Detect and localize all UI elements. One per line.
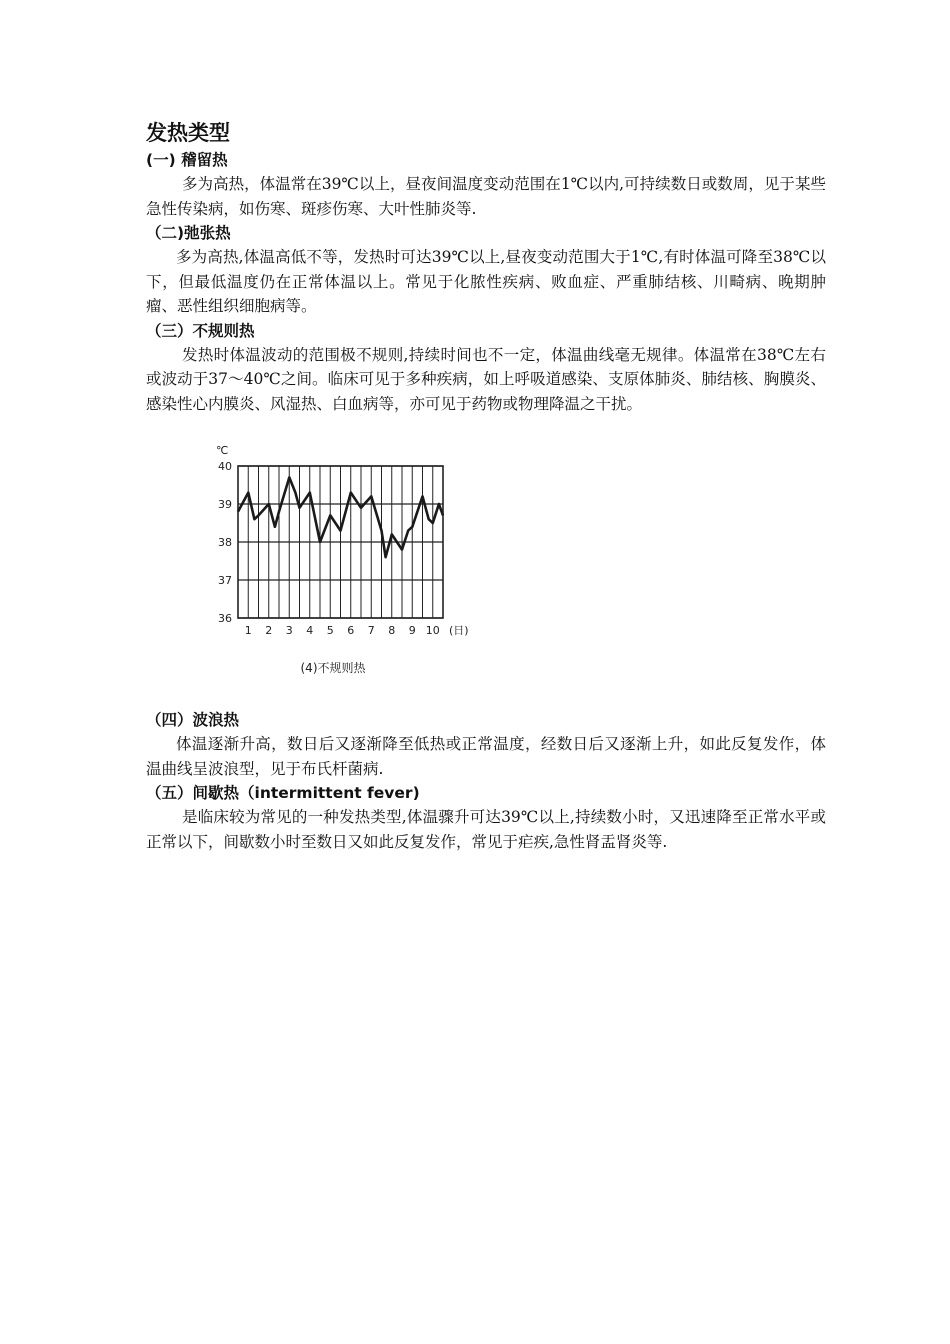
chart-svg [188, 426, 498, 656]
section-heading-undulant-fever: （四）波浪热 [146, 711, 240, 729]
section-heading-intermittent-fever: （五）间歇热（intermittent fever) [146, 784, 420, 802]
chart-caption: (4)不规则热 [300, 661, 366, 675]
page-title: 发热类型 [146, 121, 230, 145]
y-tick-label: 38 [218, 536, 232, 549]
y-tick-label: 40 [218, 460, 232, 473]
x-tick-label: 4 [306, 624, 314, 637]
x-tick-label: 9 [408, 624, 416, 637]
x-tick-label: 2 [265, 624, 273, 637]
x-tick-label: 3 [285, 624, 293, 637]
section-heading-irregular-fever: （三）不规则热 [146, 321, 255, 340]
document-body [146, 118, 826, 854]
section-text-remittent-fever: 多为高热,体温高低不等，发热时可达39℃以上,昼夜变动范围大于1℃,有时体温可降至38℃以下，但最低温度仍在正常体温以上。常见于化脓性疾病、败血症、严重肺结核、川畸病、晚期肿瘤、恶性组织细胞病等。 [146, 248, 826, 315]
x-tick-label: 8 [388, 624, 396, 637]
irregular-fever-chart [188, 426, 498, 696]
y-tick-label: 39 [218, 498, 232, 511]
section-heading-sustained-fever: (一) 稽留热 [146, 151, 228, 169]
y-axis-unit-label: ℃ [216, 444, 229, 457]
x-tick-label: 5 [326, 624, 334, 637]
section-text-intermittent-fever: 是临床较为常见的一种发热类型,体温骤升可达39℃以上,持续数小时，又迅速降至正常水平或正常以下，间歇数小时至数日又如此反复发作，常见于疟疾,急性肾盂肾炎等. [146, 808, 826, 851]
x-axis-label: (日) [449, 624, 469, 637]
y-tick-label: 36 [218, 612, 232, 625]
x-tick-label: 6 [347, 624, 355, 637]
section-text-sustained-fever: 多为高热，体温常在39℃以上，昼夜间温度变动范围在1℃以内,可持续数日或数周，见于某些急性传染病，如伤寒、斑疹伤寒、大叶性肺炎等. [146, 175, 826, 218]
section-text-undulant-fever: 体温逐渐升高，数日后又逐渐降至低热或正常温度，经数日后又逐渐上升，如此反复发作，体温曲线呈波浪型，见于布氏杆菌病. [146, 735, 826, 778]
x-tick-label: 7 [367, 624, 375, 637]
x-tick-label: 10 [425, 624, 440, 637]
section-heading-remittent-fever: （二)弛张热 [146, 224, 231, 242]
x-tick-label: 1 [244, 624, 252, 637]
y-tick-label: 37 [218, 574, 232, 587]
section-text-irregular-fever: 发热时体温波动的范围极不规则,持续时间也不一定，体温曲线毫无规律。体温常在38℃左右或波动于37～40℃之间。临床可见于多种疾病，如上呼吸道感染、支原体肺炎、肺结核、胸膜炎、感染性心内膜炎、风湿热、白血病等，亦可见于药物或物理降温之干扰。 [146, 345, 826, 413]
